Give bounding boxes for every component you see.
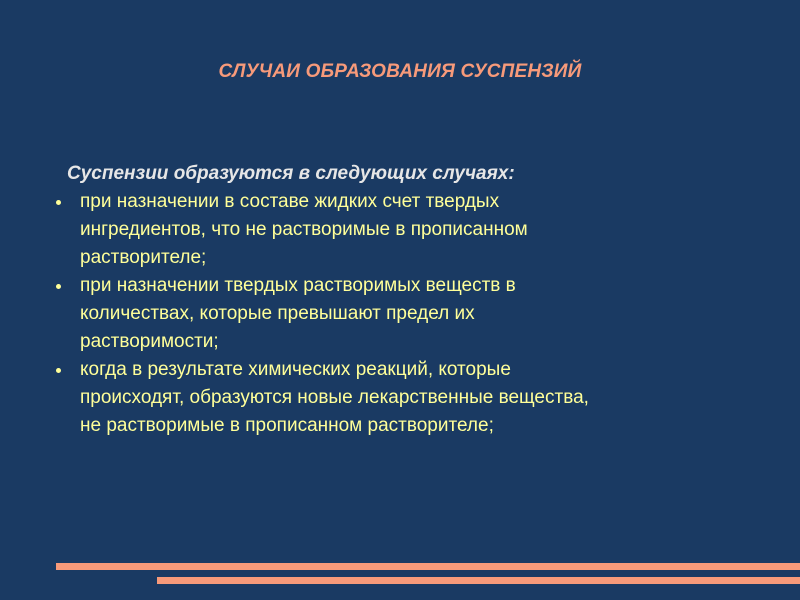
slide-content (67, 160, 767, 440)
bullet-line: количествах, которые превышают предел их (80, 303, 475, 324)
bullet-list (55, 188, 755, 440)
bullet-item (55, 356, 755, 440)
bullet-line: когда в результате химических реакций, которые (80, 359, 511, 380)
bullet-line: при назначении в составе жидких счет твердых (80, 191, 500, 212)
bullet-line: растворимости; (80, 331, 219, 352)
bullet-line: не растворимые в прописанном растворителе; (80, 415, 494, 436)
bullet-line: происходят, образуются новые лекарственные вещества, (80, 387, 589, 408)
bullet-dot-icon (56, 284, 61, 289)
bullet-line: при назначении твердых растворимых веществ в (80, 275, 516, 296)
bullet-item (55, 272, 755, 356)
bullet-item (55, 188, 755, 272)
decorative-bar-bottom (157, 577, 800, 584)
intro-text: Суспензии образуются в следующих случаях: (67, 163, 515, 184)
decorative-bar-top (56, 563, 800, 570)
bullet-dot-icon (56, 368, 61, 373)
bullet-dot-icon (56, 200, 61, 205)
bullet-line: ингредиентов, что не растворимые в прописанном (80, 219, 528, 240)
slide-title: СЛУЧАИ ОБРАЗОВАНИЯ СУСПЕНЗИЙ (218, 61, 582, 82)
bullet-line: растворителе; (80, 247, 207, 268)
